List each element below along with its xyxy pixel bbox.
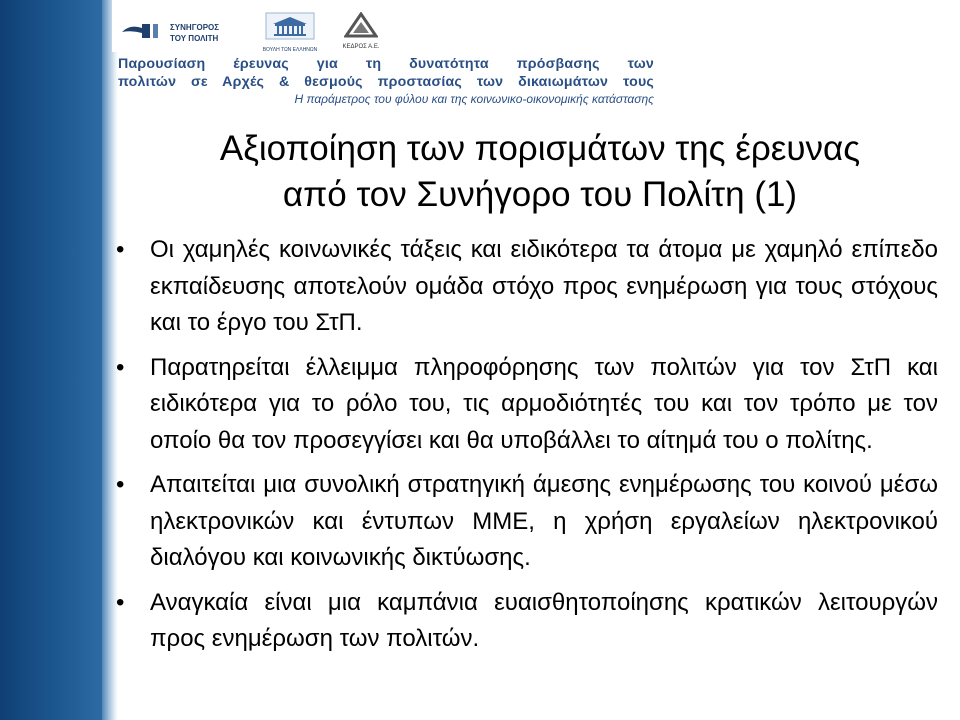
vouli-logo [260,12,320,53]
synigoros-emblem-icon [120,20,166,40]
bullet-item [112,232,938,342]
vouli-logo-text: ΒΟΥΛΗ ΤΩΝ ΕΛΛΗΝΩΝ [262,47,318,53]
banner-subtitle: Η παράμετρος του φύλου και της κοινωνικο-οικονομικής κατάστασης [294,92,654,106]
bullet-item [112,467,938,577]
bullet-dot: • [116,471,125,498]
bullet-dot: • [116,353,125,381]
bullet-item [112,350,938,460]
banner-line-1: Παρουσίαση έρευνας για τη δυνατότητα πρόσβασης των [118,56,654,72]
bullet-text: Απαιτείται μια συνολική στρατηγική άμεσης ενημέρωσης του κοινού μέσω ηλεκτρονικών και έντυπων ΜΜΕ, η χρήση εργαλείων ηλεκτρονικού διαλόγου και κοινωνικής δικτύωσης. [150,471,938,571]
parliament-building-icon [265,12,315,40]
bullet-text: Παρατηρείται έλλειμμα πληροφόρησης των πολιτών για τον ΣτΠ και ειδικότερα για το ρόλο του, τις αρμοδιότητές του και τον τρόπο με τον οποίο θα τον προσεγγίσει και θα υποβάλλει το αίτημά του ο πολίτης. [150,353,938,454]
bullet-item [112,585,938,658]
slide-title-line-1: Αξιοποίηση των πορισμάτων της έρευνας [219,129,861,168]
bullet-list [112,232,938,666]
slide-title-line-2: από τον Συνήγορο του Πολίτη (1) [282,175,798,214]
kedros-logo [336,12,386,50]
kedros-triangle-icon [344,12,378,38]
kedros-logo-text: ΚΕΔΡΟΣ Α.Ε. [342,44,380,50]
synigoros-logo-line2: ΤΟΥ ΠΟΛΙΤΗ [170,34,219,43]
synigoros-logo-line1: ΣΥΝΗΓΟΡΟΣ [170,23,220,32]
synigoros-logo [120,14,228,50]
logo-strip [112,0,402,52]
research-banner [118,55,654,121]
left-decorative-band [0,0,102,720]
bullet-dot: • [116,236,125,263]
banner-line-2: πολιτών σε Αρχές & θεσμούς προστασίας των δικαιωμάτων τους [118,74,654,90]
bullet-text: Οι χαμηλές κοινωνικές τάξεις και ειδικότερα τα άτομα με χαμηλό επίπεδο εκπαίδευσης αποτελούν ομάδα στόχο προς ενημέρωση για τους στόχους και το έργο του ΣτΠ. [150,236,938,336]
bullet-text: Αναγκαία είναι μια καμπάνια ευαισθητοποίησης κρατικών λειτουργών προς ενημέρωση των πολιτών. [150,588,938,652]
bullet-dot: • [116,588,125,616]
slide-title [130,126,950,218]
